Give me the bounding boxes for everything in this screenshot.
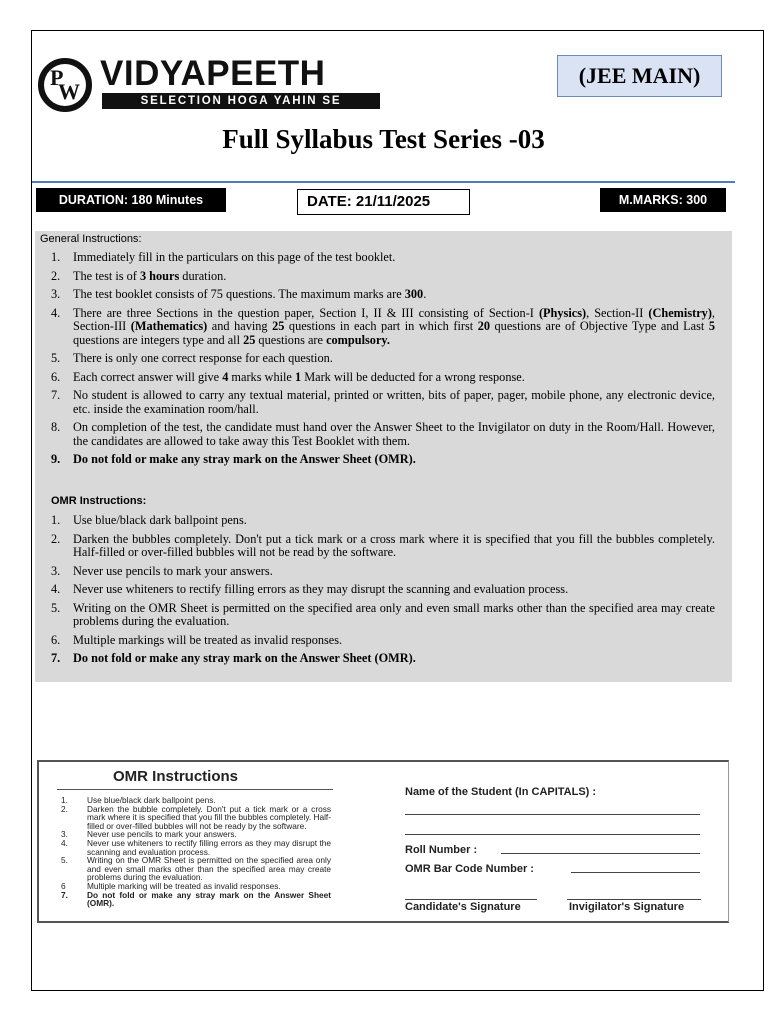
list-item-text: Never use pencils to mark your answers. — [87, 829, 237, 840]
general-instructions-list — [51, 251, 715, 472]
omr-box-title-rule — [57, 789, 333, 790]
list-item-text: Use blue/black dark ballpoint pens. — [87, 795, 216, 805]
list-item — [51, 389, 715, 416]
list-item-number: 4. — [61, 837, 68, 848]
list-item-number: 8. — [51, 420, 61, 434]
list-item-number: 7. — [51, 651, 61, 665]
list-item-text: Do not fold or make any stray mark on the Answer Sheet (OMR). — [87, 889, 331, 909]
student-name-line-2[interactable] — [405, 834, 700, 835]
list-item-text: Darken the bubbles completely. Don't put a tick mark or a cross mark where it is specified that you fill the bubbles completely. Half-filled or over-filled bubbles will not be read by the software. — [73, 531, 715, 559]
list-item-text: Use blue/black dark ballpoint pens. — [73, 513, 247, 527]
list-item-number: 1. — [61, 795, 68, 805]
list-item-number: 6. — [51, 632, 61, 647]
list-item-text: No student is allowed to carry any textual material, printed or written, bits of paper, pager, mobile phone, any electronic device, etc. inside the examination room/hall. — [73, 388, 715, 416]
list-item-number: 3. — [51, 563, 61, 578]
list-item-text: The test booklet consists of 75 questions. The maximum marks are 300. — [73, 287, 427, 301]
list-item-number: 1. — [51, 250, 61, 264]
list-item — [51, 251, 715, 265]
list-item-number: 4. — [51, 305, 61, 320]
list-item-number: 3. — [61, 829, 68, 840]
invigilator-signature-line[interactable] — [567, 899, 701, 900]
list-item — [51, 371, 715, 385]
list-item — [51, 352, 715, 366]
list-item-number: 3. — [51, 287, 61, 301]
list-item-text: Multiple marking will be treated as invalid responses. — [87, 880, 281, 891]
pw-logo-icon: P W — [38, 58, 92, 112]
list-item — [51, 270, 715, 284]
list-item — [61, 839, 331, 856]
list-item-number: 4. — [51, 582, 61, 596]
list-item — [51, 565, 715, 579]
student-name-line-1[interactable] — [405, 814, 700, 815]
omr-box-title: OMR Instructions — [113, 768, 239, 785]
date-label: DATE: 21/11/2025 — [297, 189, 470, 215]
list-item — [51, 421, 715, 448]
list-item-number: 1. — [51, 513, 61, 527]
list-item-number: 5. — [61, 855, 68, 866]
omr-details-box — [37, 760, 729, 923]
omr-instructions-heading: OMR Instructions: — [51, 495, 147, 507]
general-instructions-heading: General Instructions: — [40, 233, 142, 245]
list-item — [51, 307, 715, 348]
list-item-text: Never use pencils to mark your answers. — [73, 563, 273, 578]
omr-box-list — [61, 796, 331, 908]
list-item — [51, 602, 715, 629]
list-item — [51, 634, 715, 648]
list-item-number: 5. — [51, 600, 61, 615]
list-item-text: Each correct answer will give 4 marks while 1 Mark will be deducted for a wrong response. — [73, 369, 525, 384]
brand-name: VIDYAPEETH — [100, 54, 326, 93]
list-item — [51, 583, 715, 597]
list-item-text: Writing on the OMR Sheet is permitted on the specified area only and even small marks other than the specified area may create problems during the evaluation. — [73, 600, 715, 628]
list-item-number: 7. — [61, 889, 68, 900]
exam-name-badge: (JEE MAIN) — [557, 55, 722, 97]
list-item-text: The test is of 3 hours duration. — [73, 268, 227, 283]
list-item-number: 5. — [51, 351, 61, 365]
roll-number-line[interactable] — [501, 853, 700, 854]
omr-barcode-line[interactable] — [571, 872, 700, 873]
test-title: Full Syllabus Test Series -03 — [222, 124, 545, 154]
info-bar — [32, 183, 735, 231]
omr-barcode-label: OMR Bar Code Number : — [405, 863, 534, 875]
list-item-text: Do not fold or make any stray mark on the Answer Sheet (OMR). — [73, 651, 416, 665]
student-name-label: Name of the Student (In CAPITALS) : — [405, 786, 597, 798]
list-item-text: Multiple markings will be treated as invalid responses. — [73, 632, 343, 647]
invigilator-signature-label: Invigilator's Signature — [569, 901, 685, 913]
list-item — [51, 533, 715, 560]
list-item-number: 2. — [61, 803, 68, 814]
brand-tagline: SELECTION HOGA YAHIN SE — [102, 93, 380, 109]
max-marks-label: M.MARKS: 300 — [600, 188, 726, 212]
brand-logo — [38, 54, 348, 112]
list-item — [51, 514, 715, 528]
duration-label: DURATION: 180 Minutes — [36, 188, 226, 212]
instructions-panel — [35, 231, 732, 682]
list-item — [51, 652, 715, 666]
list-item-number: 6 — [61, 880, 66, 891]
list-item-text: On completion of the test, the candidate must hand over the Answer Sheet to the Invigilator on duty in the Room/Hall. However, the candidates are allowed to take away this Test Booklet with them. — [73, 420, 715, 448]
list-item-number: 9. — [51, 452, 61, 466]
list-item-text: There are three Sections in the question paper, Section I, II & III consisting of Section-I (Physics), Section-II (Chemistry), Section-III (Mathematics) and having 25 questions in each part in which first 20 questions are of Objective Type and Last 5 questions are integers type and all 25 questions are compulsory. — [73, 305, 715, 347]
list-item-number: 6. — [51, 369, 61, 384]
list-item — [61, 856, 331, 882]
candidate-signature-line[interactable] — [405, 899, 537, 900]
candidate-signature-label: Candidate's Signature — [405, 901, 521, 913]
list-item-text: Do not fold or make any stray mark on the Answer Sheet (OMR). — [73, 452, 416, 466]
list-item — [51, 453, 715, 467]
list-item — [61, 891, 331, 908]
list-item-text: Writing on the OMR Sheet is permitted on the specified area only and even small marks other than the specified area may create problems during the evaluation. — [87, 855, 331, 883]
list-item-number: 2. — [51, 268, 61, 283]
list-item-number: 7. — [51, 388, 61, 402]
roll-number-label: Roll Number : — [405, 844, 478, 856]
list-item-text: Immediately fill in the particulars on this page of the test booklet. — [73, 250, 396, 264]
list-item-text: Darken the bubble completely. Don't put a tick mark or a cross mark where it is specified that you fill the bubbles completely. Half-filled or over-filled bubbles will not be ready by the software. — [87, 803, 331, 831]
list-item-text: Never use whiteners to rectify filling errors as they may disrupt the scanning and evaluation process. — [87, 837, 331, 857]
list-item — [51, 288, 715, 302]
list-item — [61, 805, 331, 831]
omr-instructions-list — [51, 514, 715, 671]
list-item-text: There is only one correct response for each question. — [73, 351, 333, 365]
list-item-number: 2. — [51, 531, 61, 546]
list-item-text: Never use whiteners to rectify filling errors as they may disrupt the scanning and evaluation process. — [73, 582, 569, 596]
